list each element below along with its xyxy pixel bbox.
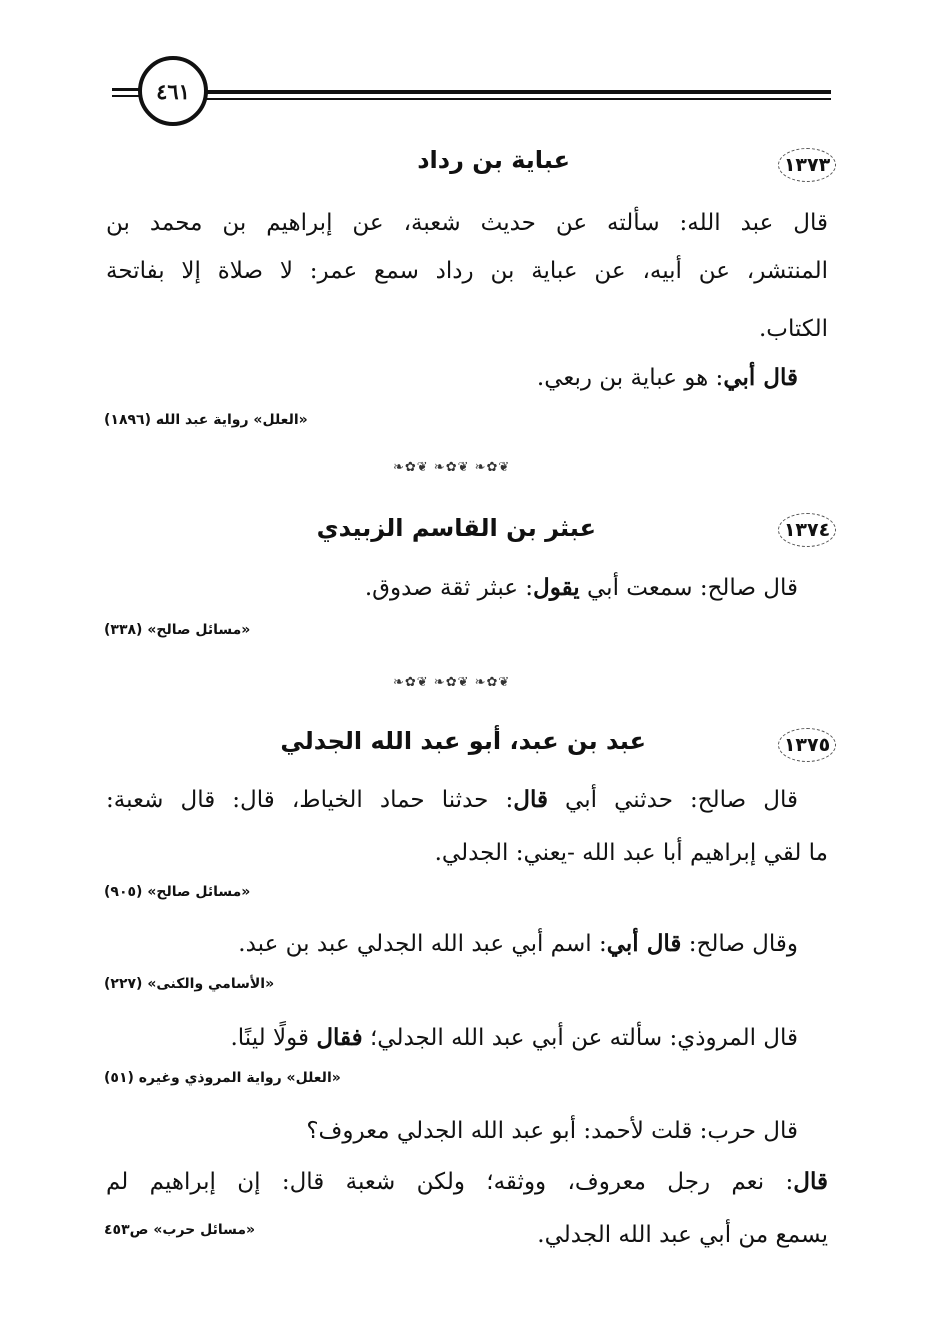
source-reference: «مسائل صالح» (٩٠٥) [104, 884, 251, 900]
text-span: قال صالح: سمعت أبي [579, 575, 798, 601]
text-line: المنتشر، عن أبيه، عن عباية بن رداد سمع عمر: لا صلاة إلا بفاتحة [106, 258, 828, 284]
text-span: : نعم رجل معروف، ووثقه؛ ولكن شعبة قال: إن إبراهيم لم [106, 1169, 794, 1195]
text-span: : هو عباية بن ربعي. [536, 365, 724, 391]
source-reference: «مسائل صالح» (٣٣٨) [104, 622, 251, 638]
bold-phrase: قال [513, 786, 548, 813]
section-divider-ornament: ❧✿❦ ❧✿❦ ❧✿❦ [393, 460, 511, 475]
text-line [106, 788, 798, 812]
text-line: يسمع من أبي عبد الله الجدلي. [537, 1222, 828, 1248]
text-line: قال عبد الله: سألته عن حديث شعبة، عن إبراهيم بن محمد بن [106, 210, 828, 236]
header-rule [200, 90, 831, 94]
entry-title: عباية بن رداد [417, 146, 570, 174]
text-line: الكتاب. [758, 316, 828, 342]
text-line [238, 932, 798, 956]
entry-title: عبثر بن القاسم الزبيدي [316, 514, 596, 542]
bold-phrase: فقال [316, 1024, 363, 1051]
text-span: : عبثر ثقة صدوق. [364, 575, 534, 601]
entry-number: ١٣٧٣ [783, 154, 831, 176]
text-span: : حدثنا حماد الخياط، قال: قال شعبة: [106, 787, 514, 813]
bold-phrase: يقول [533, 574, 580, 601]
source-reference: «العلل» رواية عبد الله (١٨٩٦) [104, 412, 308, 428]
section-divider-ornament: ❧✿❦ ❧✿❦ ❧✿❦ [393, 675, 511, 690]
bold-phrase: قال أبي [723, 364, 798, 391]
entry-number-badge [778, 728, 836, 762]
text-span: قال صالح: حدثني أبي [547, 787, 798, 813]
header-rule-thin [200, 98, 831, 100]
text-line [365, 576, 798, 600]
source-reference: «مسائل حرب» ص٤٥٣ [104, 1222, 256, 1238]
text-line [230, 1026, 798, 1050]
entry-number: ١٣٧٤ [783, 519, 831, 541]
text-span: قولًا لينًا. [230, 1025, 317, 1051]
text-line: ما لقي إبراهيم أبا عبد الله -يعني: الجدلي. [434, 840, 828, 866]
source-reference: «الأسامي والكنى» (٢٢٧) [104, 976, 275, 992]
text-span: وقال صالح: [681, 931, 798, 957]
text-line [106, 1170, 828, 1194]
bold-phrase: قال [793, 1168, 828, 1195]
entry-number: ١٣٧٥ [783, 734, 831, 756]
text-span: قال المروذي: سألته عن أبي عبد الله الجدلي؛ [362, 1025, 798, 1051]
entry-number-badge [778, 513, 836, 547]
entry-title: عبد بن عبد، أبو عبد الله الجدلي [280, 727, 646, 755]
bold-phrase: قال أبي [606, 930, 682, 957]
source-reference: «العلل» رواية المروذي وغيره (٥١) [104, 1070, 341, 1086]
page-number: ٤٦١ [138, 56, 208, 126]
text-line: قال حرب: قلت لأحمد: أبو عبد الله الجدلي معروف؟ [306, 1118, 798, 1144]
text-span: : اسم أبي عبد الله الجدلي عبد بن عبد. [238, 931, 607, 957]
text-line [537, 366, 798, 390]
entry-number-badge [778, 148, 836, 182]
